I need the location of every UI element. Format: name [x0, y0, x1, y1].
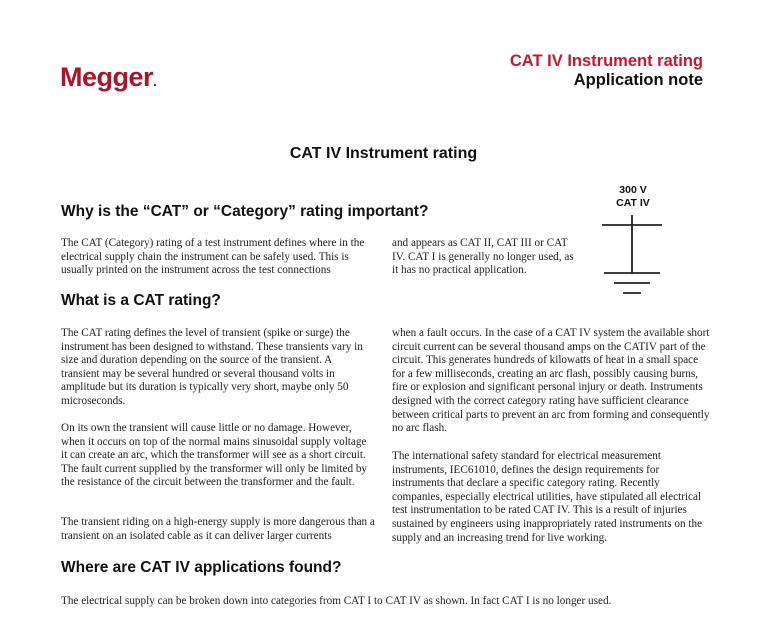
what-paragraph-5: The international safety standard for electrical measurement instruments, IEC61010, defines the design requirements for instruments that declare a specific category rating. Recently companies, especially electrical utilities, have stipulated all electrical test instrumentation to be rated CAT IV. This is a result of injuries sustained by engineers using inappropriately rated instruments on the supply and an increasing trend for live working. [392, 450, 703, 544]
rating-label [603, 184, 663, 210]
category-label: CAT IV [616, 197, 650, 209]
header-subtitle: Application note [573, 71, 703, 89]
document-title: CAT IV Instrument rating [289, 145, 478, 162]
logo-text: Megger [60, 62, 154, 92]
where-paragraph: The electrical supply can be broken down into categories from CAT I to CAT IV as shown. In fact CAT I is no longer used. [61, 595, 612, 607]
why-paragraph-col1: The CAT (Category) rating of a test instrument defines where in the electrical supply chain the instrument can be safely used. This is usually printed on the instrument across the test connections [61, 237, 365, 277]
logo-dot: . [153, 73, 157, 89]
what-paragraph-2: On its own the transient will cause little or no damage. However, when it occurs on top of the normal mains sinusoidal supply voltage it can create an arc, which the transformer will see as a short circuit. The fault current supplied by the transformer will only be limited by the resistance of the circuit between the transformer and the fault. [61, 422, 368, 489]
section-heading-why: Why is the “CAT” or “Category” rating important? [61, 203, 429, 220]
why-paragraph-col2: and appears as CAT II, CAT III or CAT IV. CAT I is generally no longer used, as it has no practical application. [392, 237, 574, 277]
megger-logo [60, 62, 156, 93]
what-paragraph-3: The transient riding on a high-energy supply is more dangerous than a transient on an isolated cable as it can deliver larger currents [61, 516, 375, 542]
what-paragraph-1: The CAT rating defines the level of transient (spike or surge) the instrument has been designed to withstand. These transients vary in size and duration depending on the source of the transient. A transient may be several hundred or several thousand volts in amplitude but its duration is typically very short, maybe only 50 microseconds. [61, 327, 363, 407]
header-title: CAT IV Instrument rating [509, 52, 703, 70]
ground-symbol-icon [598, 215, 670, 305]
what-paragraph-4: when a fault occurs. In the case of a CAT IV system the available short circuit current can be several thousand amps on the CATIV part of the circuit. This generates hundreds of kilowatts of heat in a small space for a few milliseconds, creating an arc flash, possibly causing burns, fire or explosion and significant personal injury or death. Instruments designed with the correct category rating have sufficient clearance between critical parts to prevent an arc from forming and consequently no arc flash. [392, 327, 710, 435]
section-heading-where: Where are CAT IV applications found? [61, 559, 342, 576]
voltage-label: 300 V [619, 184, 647, 196]
section-heading-what: What is a CAT rating? [61, 292, 221, 309]
